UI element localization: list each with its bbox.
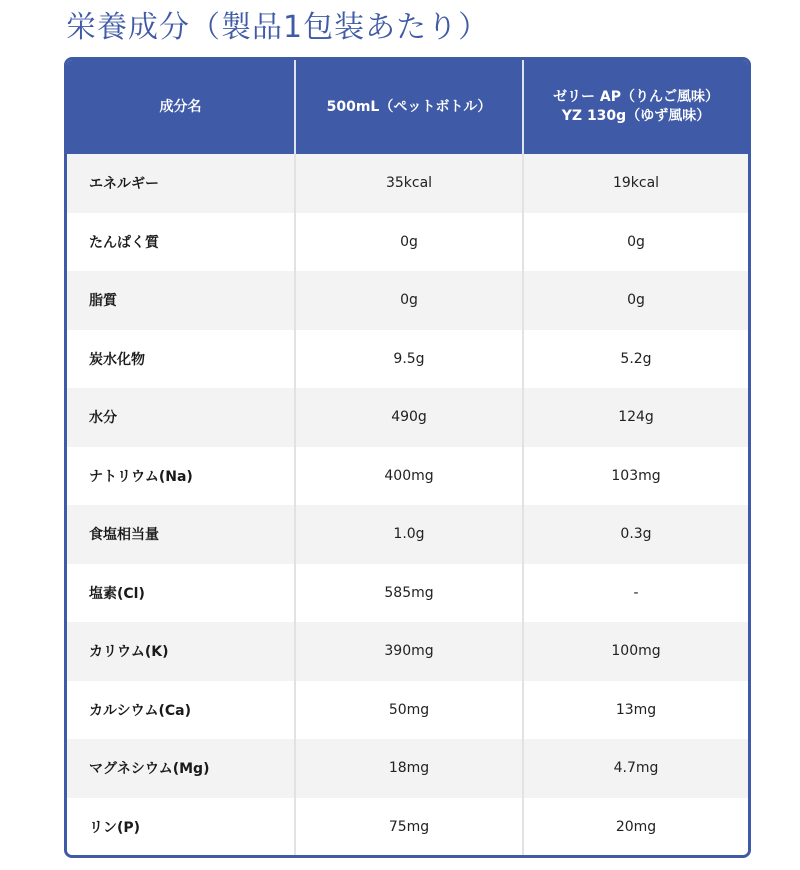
row-name: 食塩相当量 [67,505,295,564]
nutrition-table-frame [64,57,751,858]
header-jelly-line-2: YZ 130g（ゆず風味） [561,108,711,124]
table-body [67,154,748,856]
row-value-jelly: 103mg [523,447,748,506]
row-value-jelly: 4.7mg [523,739,748,798]
row-name: 水分 [67,388,295,447]
table-row [67,681,748,740]
header-jelly [523,60,748,154]
row-value-bottle: 490g [295,388,523,447]
row-name: ナトリウム(Na) [67,447,295,506]
row-value-bottle: 0g [295,213,523,272]
row-value-bottle: 0g [295,271,523,330]
header-component-name: 成分名 [67,60,295,154]
row-value-jelly: 0g [523,213,748,272]
row-value-bottle: 9.5g [295,330,523,389]
table-header [67,60,748,154]
row-value-jelly: 0.3g [523,505,748,564]
row-name: 塩素(Cl) [67,564,295,623]
row-name: リン(P) [67,798,295,857]
row-name: カリウム(K) [67,622,295,681]
row-value-bottle: 390mg [295,622,523,681]
table-row [67,330,748,389]
row-value-jelly: 20mg [523,798,748,857]
table-row [67,739,748,798]
row-name: カルシウム(Ca) [67,681,295,740]
page-title: 栄養成分（製品1包装あたり） [66,10,490,45]
table-row [67,564,748,623]
header-jelly-line-1: ゼリー AP（りんご風味） [553,89,719,105]
row-value-bottle: 585mg [295,564,523,623]
row-value-jelly: 0g [523,271,748,330]
row-value-bottle: 1.0g [295,505,523,564]
nutrition-table [67,60,748,856]
row-name: たんぱく質 [67,213,295,272]
table-row [67,154,748,213]
row-value-jelly: 19kcal [523,154,748,213]
row-value-jelly: 124g [523,388,748,447]
table-row [67,388,748,447]
header-bottle: 500mL（ペットボトル） [295,60,523,154]
row-value-bottle: 50mg [295,681,523,740]
row-value-bottle: 35kcal [295,154,523,213]
row-value-jelly: 13mg [523,681,748,740]
row-name: 炭水化物 [67,330,295,389]
row-name: マグネシウム(Mg) [67,739,295,798]
table-row [67,447,748,506]
table-row [67,213,748,272]
row-value-jelly: 100mg [523,622,748,681]
row-value-bottle: 75mg [295,798,523,857]
row-name: 脂質 [67,271,295,330]
table-row [67,271,748,330]
table-row [67,622,748,681]
row-value-jelly: - [523,564,748,623]
table-row [67,798,748,857]
row-name: エネルギー [67,154,295,213]
row-value-jelly: 5.2g [523,330,748,389]
row-value-bottle: 400mg [295,447,523,506]
table-row [67,505,748,564]
row-value-bottle: 18mg [295,739,523,798]
header-row [67,60,748,154]
